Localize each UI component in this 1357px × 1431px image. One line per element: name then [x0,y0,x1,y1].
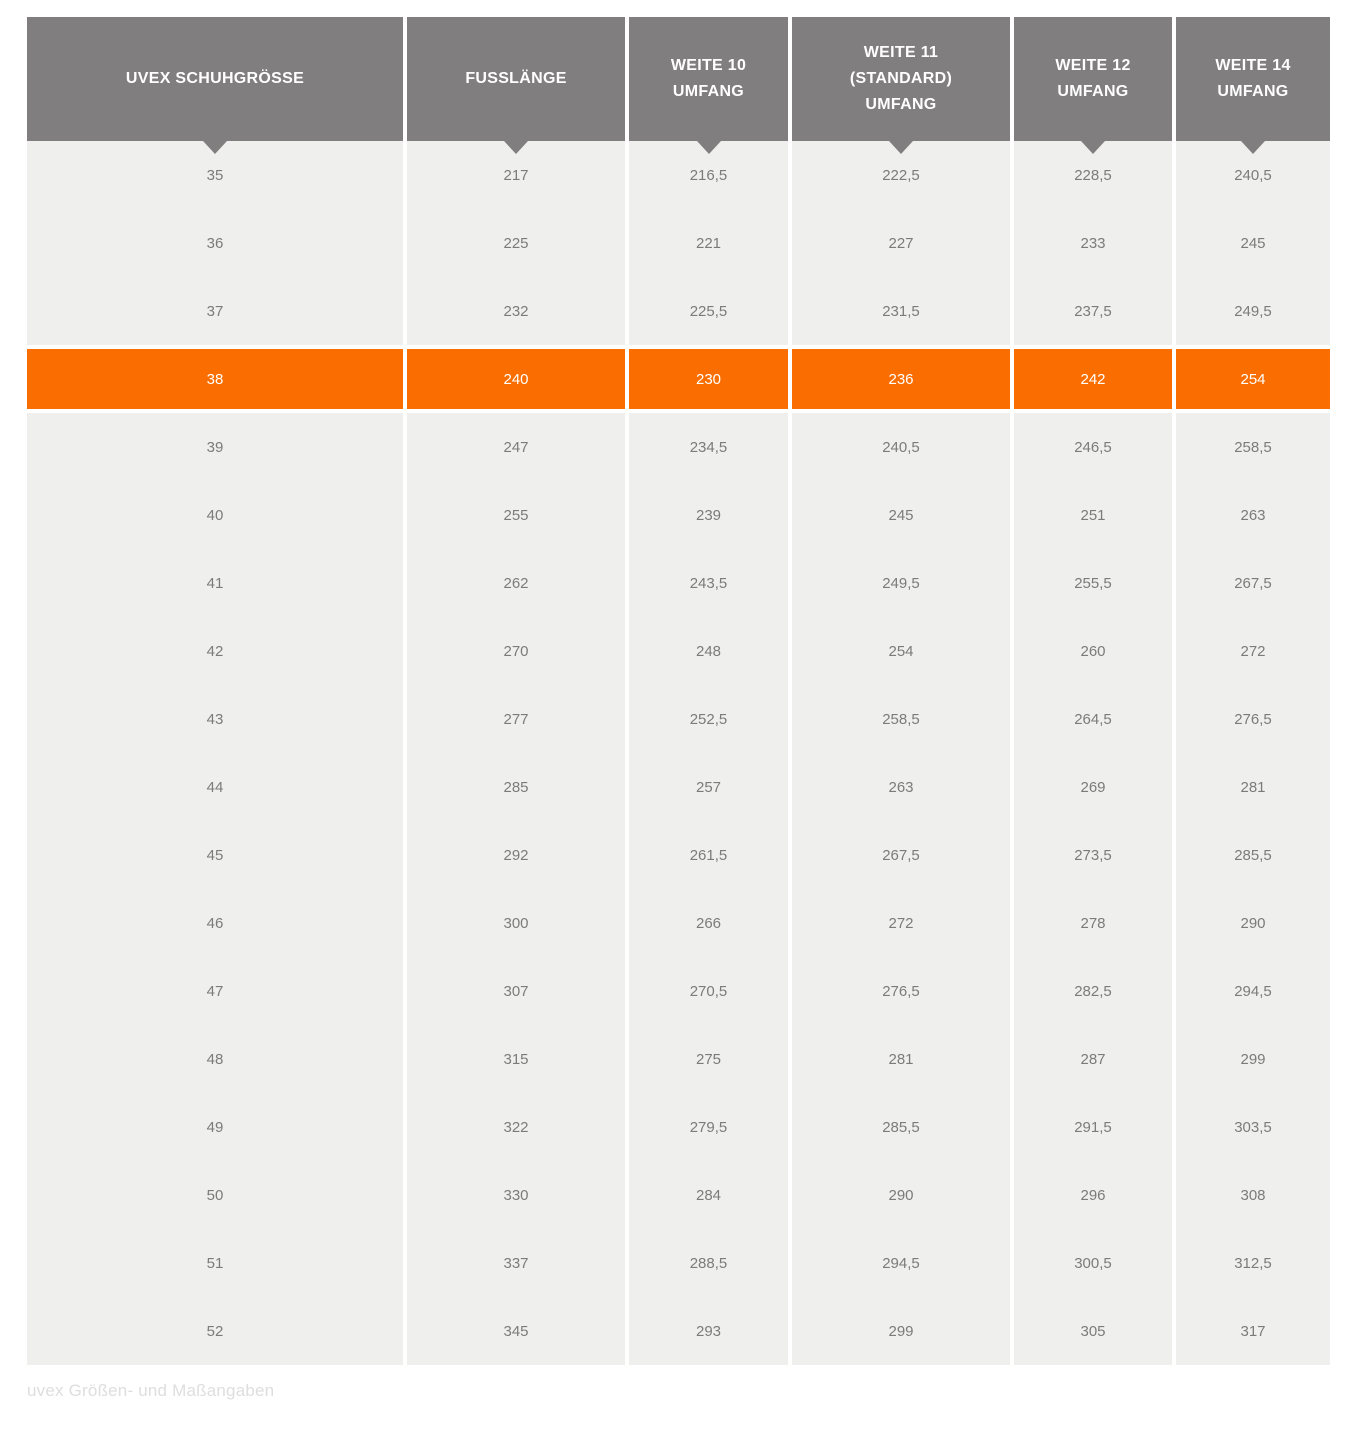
table-cell: 281 [1176,753,1330,821]
table-row [27,753,1330,821]
table-cell: 307 [407,957,625,1025]
table-cell: 240 [407,349,625,409]
column-header-line: UMFANG [1217,83,1289,100]
table-cell: 233 [1014,209,1172,277]
column-header-line: UMFANG [1057,83,1129,100]
table-cell: 300 [407,889,625,957]
table-cell: 43 [27,685,403,753]
table-cell: 40 [27,481,403,549]
table-cell: 312,5 [1176,1229,1330,1297]
table-cell: 264,5 [1014,685,1172,753]
table-cell: 247 [407,413,625,481]
table-row [27,1297,1330,1365]
table-cell: 292 [407,821,625,889]
table-cell: 269 [1014,753,1172,821]
table-cell: 288,5 [629,1229,788,1297]
table-cell: 249,5 [1176,277,1330,345]
table-cell: 240,5 [1176,141,1330,209]
table-cell: 270,5 [629,957,788,1025]
table-cell: 276,5 [1176,685,1330,753]
table-cell: 228,5 [1014,141,1172,209]
column-header [27,17,403,141]
table-cell: 322 [407,1093,625,1161]
table-cell: 285,5 [792,1093,1010,1161]
table-cell: 267,5 [1176,549,1330,617]
table-cell: 276,5 [792,957,1010,1025]
table-cell: 290 [792,1161,1010,1229]
table-cell: 35 [27,141,403,209]
table-cell: 275 [629,1025,788,1093]
table-cell: 258,5 [792,685,1010,753]
table-cell: 38 [27,349,403,409]
table-cell: 272 [792,889,1010,957]
table-cell: 261,5 [629,821,788,889]
table-cell: 246,5 [1014,413,1172,481]
table-cell: 263 [792,753,1010,821]
table-cell: 50 [27,1161,403,1229]
table-row [27,617,1330,685]
table-cell: 217 [407,141,625,209]
table-row [27,549,1330,617]
table-row [27,685,1330,753]
table-cell: 330 [407,1161,625,1229]
table-cell: 216,5 [629,141,788,209]
column-header [407,17,625,141]
table-row [27,1093,1330,1161]
table-cell: 299 [792,1297,1010,1365]
table-cell: 278 [1014,889,1172,957]
column-header-line: WEITE 10 [670,57,747,74]
table-cell: 236 [792,349,1010,409]
table-caption: uvex Größen- und Maßangaben [27,1381,275,1400]
table-cell: 282,5 [1014,957,1172,1025]
table-row [27,957,1330,1025]
table-body [27,141,1330,1365]
table-cell: 270 [407,617,625,685]
table-cell: 45 [27,821,403,889]
table-cell: 237,5 [1014,277,1172,345]
table-cell: 44 [27,753,403,821]
table-cell: 281 [792,1025,1010,1093]
table-cell: 222,5 [792,141,1010,209]
table-cell: 263 [1176,481,1330,549]
table-cell: 294,5 [1176,957,1330,1025]
table-cell: 243,5 [629,549,788,617]
table-cell: 287 [1014,1025,1172,1093]
table-cell: 225 [407,209,625,277]
column-header-line: WEITE 11 [863,44,939,61]
table-cell: 249,5 [792,549,1010,617]
table-cell: 52 [27,1297,403,1365]
table-cell: 225,5 [629,277,788,345]
table-cell: 308 [1176,1161,1330,1229]
table-row [27,821,1330,889]
table-row [27,277,1330,345]
size-table [27,17,1330,1365]
column-header-line: (STANDARD) [849,70,953,87]
table-cell: 42 [27,617,403,685]
table-cell: 245 [792,481,1010,549]
table-cell: 299 [1176,1025,1330,1093]
table-cell: 258,5 [1176,413,1330,481]
table-cell: 294,5 [792,1229,1010,1297]
table-cell: 272 [1176,617,1330,685]
table-cell: 245 [1176,209,1330,277]
table-row [27,209,1330,277]
table-cell: 255 [407,481,625,549]
column-header [1176,17,1330,141]
table-cell: 49 [27,1093,403,1161]
column-header-line: UMFANG [672,83,745,100]
table-cell: 41 [27,549,403,617]
table-cell: 39 [27,413,403,481]
table-cell: 254 [1176,349,1330,409]
table-cell: 291,5 [1014,1093,1172,1161]
table-row [27,413,1330,481]
table-row [27,1025,1330,1093]
column-header [792,17,1010,141]
table-cell: 317 [1176,1297,1330,1365]
table-cell: 303,5 [1176,1093,1330,1161]
table-cell: 296 [1014,1161,1172,1229]
table-cell: 285 [407,753,625,821]
table-cell: 51 [27,1229,403,1297]
table-row-highlighted [27,345,1330,413]
table-cell: 231,5 [792,277,1010,345]
table-cell: 254 [792,617,1010,685]
column-header-line: UVEX SCHUHGRÖSSE [125,70,305,87]
table-cell: 221 [629,209,788,277]
table-cell: 266 [629,889,788,957]
table-cell: 267,5 [792,821,1010,889]
table-cell: 300,5 [1014,1229,1172,1297]
table-cell: 252,5 [629,685,788,753]
column-header [629,17,788,141]
table-cell: 232 [407,277,625,345]
table-cell: 262 [407,549,625,617]
column-header-line: FUSSLÄNGE [465,70,567,87]
table-row [27,1161,1330,1229]
table-cell: 234,5 [629,413,788,481]
table-cell: 36 [27,209,403,277]
column-header-line: WEITE 12 [1055,57,1131,74]
table-cell: 46 [27,889,403,957]
table-row [27,1229,1330,1297]
table-cell: 239 [629,481,788,549]
table-cell: 48 [27,1025,403,1093]
table-cell: 47 [27,957,403,1025]
table-row [27,889,1330,957]
table-cell: 242 [1014,349,1172,409]
table-cell: 248 [629,617,788,685]
table-cell: 255,5 [1014,549,1172,617]
table-cell: 227 [792,209,1010,277]
table-cell: 273,5 [1014,821,1172,889]
table-header-row [27,17,1330,141]
table-cell: 260 [1014,617,1172,685]
table-cell: 277 [407,685,625,753]
table-cell: 230 [629,349,788,409]
table-cell: 293 [629,1297,788,1365]
table-cell: 284 [629,1161,788,1229]
column-header-line: UMFANG [865,96,937,113]
table-cell: 240,5 [792,413,1010,481]
table-cell: 37 [27,277,403,345]
table-cell: 290 [1176,889,1330,957]
table-cell: 279,5 [629,1093,788,1161]
table-row [27,481,1330,549]
table-cell: 285,5 [1176,821,1330,889]
table-cell: 315 [407,1025,625,1093]
table-cell: 257 [629,753,788,821]
table-cell: 345 [407,1297,625,1365]
table-cell: 305 [1014,1297,1172,1365]
table-cell: 251 [1014,481,1172,549]
column-header-line: WEITE 14 [1215,57,1291,74]
column-header [1014,17,1172,141]
table-cell: 337 [407,1229,625,1297]
